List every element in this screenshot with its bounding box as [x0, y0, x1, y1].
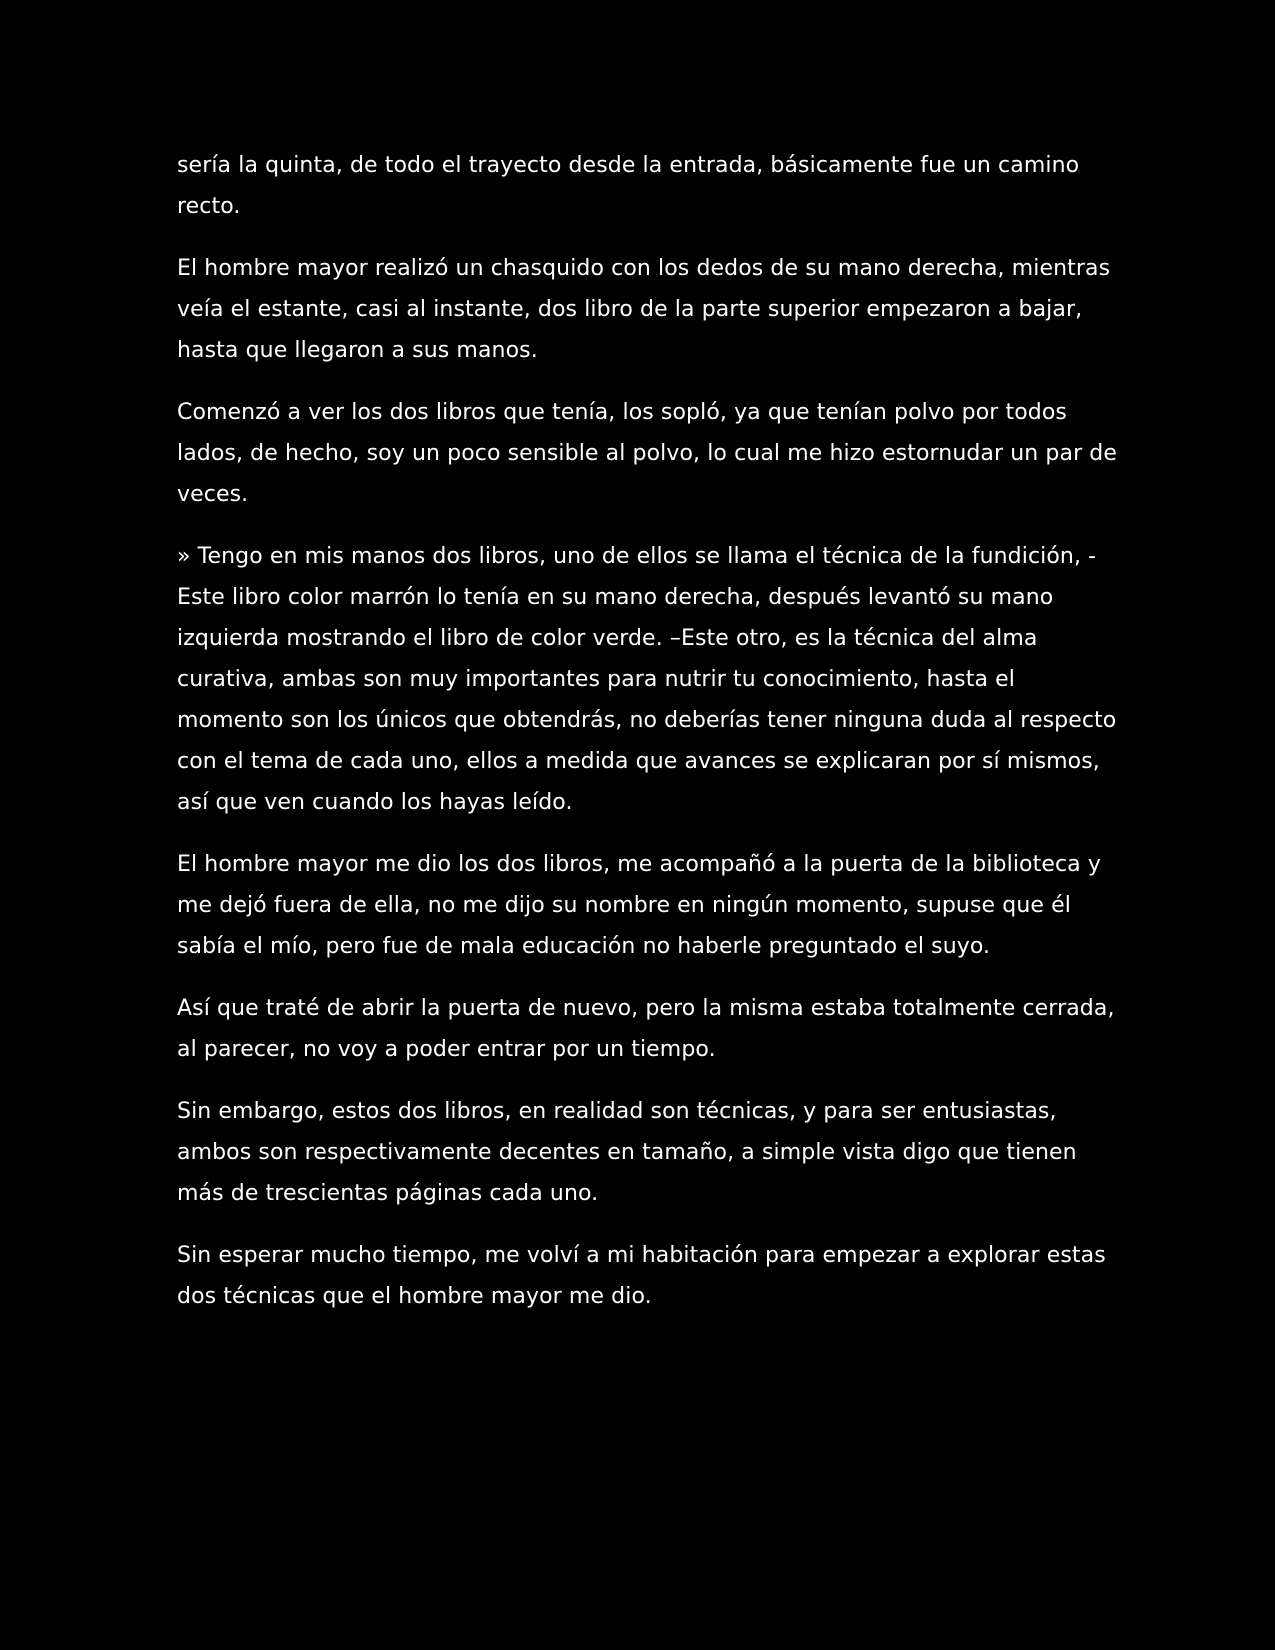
paragraph: El hombre mayor me dio los dos libros, me acompañó a la puerta de la biblioteca y me dejó fuera de ella, no me dijo su nombre en ningún momento, supuse que él sabía el mío, pero fue de mala educación no haberle preguntado el suyo.: [177, 852, 1101, 959]
paragraph: Comenzó a ver los dos libros que tenía, los sopló, ya que tenían polvo por todos lados, de hecho, soy un poco sensible al polvo, lo cual me hizo estornudar un par de veces.: [177, 400, 1118, 507]
document-body: [177, 145, 1117, 1338]
paragraph: El hombre mayor realizó un chasquido con los dedos de su mano derecha, mientras veía el estante, casi al instante, dos libro de la parte superior empezaron a bajar, hasta que llegaron a sus manos.: [177, 256, 1111, 363]
paragraph: » Tengo en mis manos dos libros, uno de ellos se llama el técnica de la fundición, -Este libro color marrón lo tenía en su mano derecha, después levantó su mano izquierda mostrando el libro de color verde. –Este otro, es la técnica del alma curativa, ambas son muy importantes para nutrir tu conocimiento, hasta el momento son los únicos que obtendrás, no deberías tener ninguna duda al respecto con el tema de cada uno, ellos a medida que avances se explicaran por sí mismos, así que ven cuando los hayas leído.: [177, 544, 1117, 815]
paragraph: Sin esperar mucho tiempo, me volví a mi habitación para empezar a explorar estas dos técnicas que el hombre mayor me dio.: [177, 1243, 1106, 1309]
paragraph: sería la quinta, de todo el trayecto desde la entrada, básicamente fue un camino recto.: [177, 153, 1080, 219]
paragraph: Sin embargo, estos dos libros, en realidad son técnicas, y para ser entusiastas, ambos son respectivamente decentes en tamaño, a simple vista digo que tienen más de trescientas páginas cada uno.: [177, 1099, 1077, 1206]
paragraph: Así que traté de abrir la puerta de nuevo, pero la misma estaba totalmente cerrada, al parecer, no voy a poder entrar por un tiempo.: [177, 996, 1115, 1062]
